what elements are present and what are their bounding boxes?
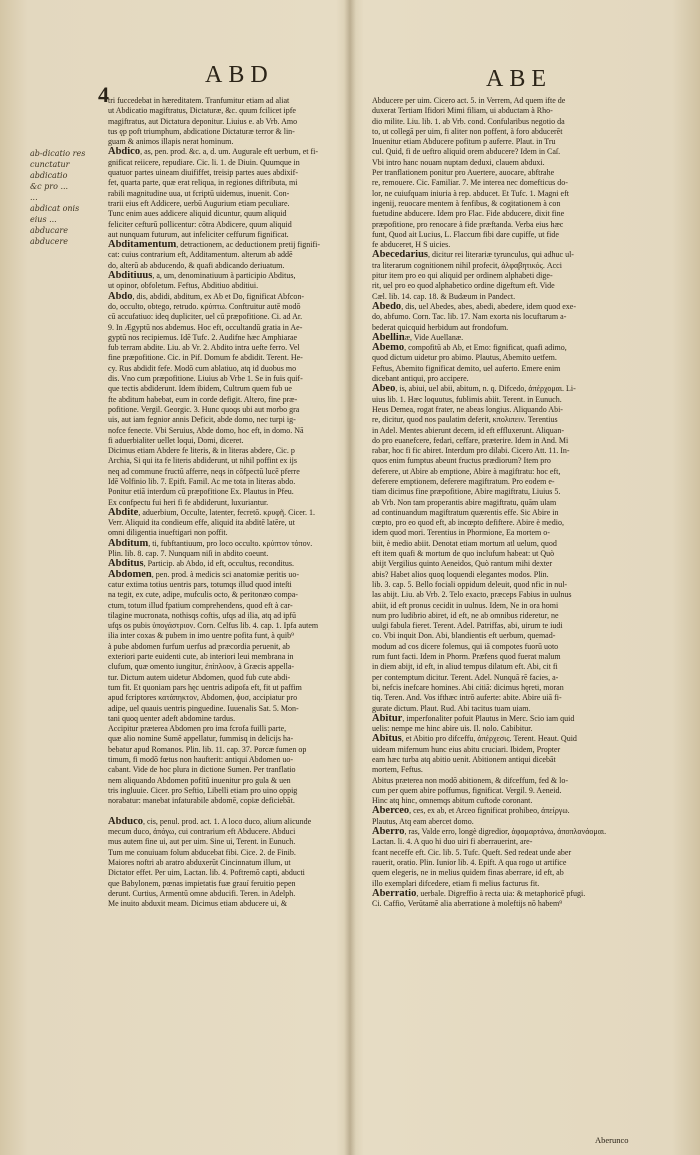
text-line: cabant. Vide de hoc plura in dictione Sumen. Per tranflatio	[108, 765, 296, 775]
text-line: Heus Demea, rogat frater, ne abeas longius. Aliquando Abi-	[372, 404, 563, 414]
text-line: rit, uel pro eo quod alphabetico ordine digeftum eft. Vide	[372, 281, 555, 291]
text-line	[108, 570, 336, 580]
text-line: re, remouere. Cic. Familiar. 7. Me interea nec domefticus do-	[372, 178, 568, 188]
entry-text: , Particip. ab Abdo, id eft, occultus, reconditus.	[143, 559, 295, 569]
entry-text: , pen. prod. à medicis sci anatomiæ peritis uo-	[151, 569, 300, 579]
entry-text: , is, abiui, uel abii, abitum, n. q. Difcedo, ἀπέρχομαι. Li-	[395, 384, 576, 394]
handwritten-margin-notes	[30, 148, 112, 247]
text-line: tum fit. Et quoniam pars hęc uentris adipofa eft, fit ut paffim	[108, 682, 302, 692]
text-line: Ex confpectu fui heri fi fe abdiderunt, luxuriantur.	[108, 497, 269, 507]
text-line: dio milite. Liu. lib. 1. ab Vrb. cond. Confularibus negotio da	[372, 116, 565, 126]
text-line: rabili magnitudine uua, ut fcriptū uidemus, inuenit. Con-	[108, 188, 290, 198]
text-line: Per tranflationem ponitur pro Auertere, auocare, abftrahe	[372, 168, 555, 178]
text-line: Cæl. lib. 14. cap. 18. & Budæum in Pandect.	[372, 291, 516, 301]
text-line: lib. 3. cap. 5. Bello fociali oppidum deleuit, quod nfic in nul-	[372, 579, 568, 589]
text-line	[108, 292, 336, 302]
text-line: eam hæc turba atq abitio uenit. Abitionem antiqui dicebāt	[372, 755, 556, 764]
text-line: Lactan. li. 4. A quo hi duo uiri fi aberrauerint, are-	[372, 837, 533, 847]
entry-text: , uerbale. Digreffio à recta uia: & metaphoricē pfugi.	[416, 888, 586, 898]
text-line: cœpto, pro eo quod eft, ab incœpto defiftere. Abire è medio,	[372, 518, 564, 528]
text-line: Ponitur etiā interdum cū præpofitione Ex. Plautus in Pfeu.	[108, 487, 294, 497]
entry-text: , detractionem, ac deductionem pretij fignifi-	[176, 240, 320, 250]
text-line: cul. Quid, fi de ueftro aliquid orem abducere? Idem in Caſ.	[372, 147, 561, 157]
entry-headword: Abditamentum	[108, 240, 177, 251]
text-line: co. Vbi inquit Don. Abi, blandientis eft uerbum, quemad-	[372, 631, 556, 641]
text-line: do, occulto, obtego, retrudo. κρύπτω. Conftruitur autē modō	[108, 301, 301, 311]
text-line: Ci. Caffio, Verūtamē alia aberratione à moleftijs nō habem⁹	[372, 899, 562, 909]
entry-headword: Abdite	[108, 507, 139, 518]
text-line: Hinc atq hinc, omnemqs abitum cuftode coronant.	[372, 796, 533, 806]
margin-note: abdicatio	[30, 171, 68, 180]
text-line: fuetudine abducere. Idem pro Flac. Fide abducere, dixit fine	[372, 209, 565, 219]
text-line: exteriori parte euidenti cute, ab interiori leui membrana in	[108, 652, 294, 662]
text-line: fe abduceret, H S uicies.	[372, 240, 451, 250]
text-line: Abducere per uim. Cicero act. 5. in Verrem, Ad quem ifte de	[372, 96, 566, 105]
text-line: apud fcriptores κατάπηκτον, Abdomen, ϕυσ, accipiatur pro	[108, 693, 298, 703]
entry-headword: Abitur	[372, 713, 403, 724]
margin-note: ...	[30, 193, 38, 202]
entry-headword: Abemo	[372, 343, 405, 354]
entry-headword: Abellin	[372, 332, 405, 343]
text-line: ut opinor, obfoletum. Feftus, Abditiuo abditiui.	[108, 281, 259, 291]
text-line: dis. Vno cum præpofitione. Liuius ab Vrbe 1. Se in fuis quif-	[108, 374, 303, 384]
text-line: nofce fenecte. Vbi Seruius, Abde domo, hoc eft, in domo. Nā	[108, 425, 304, 435]
text-line: timum, fi modō fœtus non haufterit: antiqui Abdomen uo-	[108, 755, 294, 764]
entry-text: , ti, fubftantiuum, pro loco occulto. κρύπτον τόπον.	[148, 538, 313, 548]
text-line: uideam mifernum hunc eius abitu cruciari. Ibidem, Propter	[372, 744, 561, 754]
margin-note: &c pro ...	[30, 182, 69, 191]
margin-note: abducare	[30, 226, 68, 235]
text-line: tani quoq uenter adeft abdomine tardus.	[108, 713, 236, 723]
entry-headword: Abduco	[108, 816, 144, 827]
entry-text: , imperfonaliter pofuit Plautus in Merc. Scio iam quid	[402, 713, 575, 723]
text-line: cy. Rus abdidit fefe. Modō cum ablatiuo, atq id duobus mo	[108, 363, 297, 373]
text-line: neq ad commune fructū afferre, neqs in cōfpectū lucē pferre	[108, 466, 300, 476]
text-line: fub terram abdite. Liu. ab Vr. 2. Abdito intra uefte ferro. Vel	[108, 343, 300, 353]
text-line: omni diligentia inueftigari non poffit.	[108, 528, 228, 538]
entry-text: æ, Vide Auellanæ.	[404, 332, 464, 342]
text-line: tiam dicimus fine præpofitione, Abire magiftratu, Liuius 5.	[372, 487, 561, 497]
text-line: Vbi intro hanc nouam nuptam deduxi, clauem abduxi.	[372, 157, 545, 167]
text-line: funt, Quod ait Lucius, L. Flaccum fibi dare cupiffe, ut fide	[372, 229, 559, 239]
text-line: que tectis abdiderunt. Idem ibidem, Cultrum quem fub ue	[108, 384, 292, 394]
entry-text: , aduerbium, Occulte, latenter, fecretō. κρυφῆ. Cicer. 1.	[138, 507, 315, 517]
text-line: Tum me conuiuam folum abducebat fibi. Cice. 2. de Finib.	[108, 847, 296, 857]
text-line: rum funt facti. Idem in Phorm. Præfens quod fuerat malum	[372, 652, 561, 662]
entry-headword: Abdo	[108, 291, 133, 302]
text-line: las abijt. Liu. ab Vrb. 2. Telo exacto, præceps Fabius in uulnus	[372, 590, 572, 600]
text-line: uelis: nempe me hinc abire uis. Il. nolo. Cabibitur.	[372, 724, 533, 734]
text-line: lor, ne cuiufquam iniuria à rep. abducet. Et Tufc. 1. Magni eft	[372, 188, 569, 198]
text-line: norabatur: manebat infaturabile abdomē, copiæ deficiebāt.	[108, 796, 295, 806]
margin-note: cunctatur	[30, 160, 70, 169]
text-line: Verr. Aliquid ita condieum effe, aliquid ita abditē latēre, ut	[108, 518, 295, 528]
text-line: feliciter cefturū pollicentur: cōtra Abdicere, quum aliquid	[108, 219, 292, 229]
text-line	[108, 147, 336, 157]
text-line: fet, quarta parte, quæ erat reliqua, in regiones diftributa, mi	[108, 178, 298, 188]
text-line: Me inuito abduxit meam. Dicimus etiam abducere ui, &	[108, 899, 288, 909]
entry-text: , dis, abdidi, abditum, ex Ab et Do, fignificat Abfcon-	[132, 291, 305, 301]
text-line: quos enim fumptus abeunt fructus prædiorum? Item pro	[372, 456, 551, 466]
text-line: abis? Habet alios quoq loquendi elegantes modos. Plin.	[372, 569, 549, 579]
text-line: deferere emptionem, deferere magiftratum. Pro eodem e-	[372, 476, 555, 486]
text-line: per contemptum dicitur. Terent. Adel. Nunquā rē facies, a-	[372, 672, 559, 682]
text-line: in Adel. Mentes abierunt decem, id eft effluxerunt. Aliquan-	[372, 425, 565, 435]
text-line: tris ingluuie. Cicer. pro Seftio, Libelli etiam pro uino oppig	[108, 785, 298, 795]
right-text-column	[372, 96, 652, 909]
text-line	[108, 817, 336, 827]
text-line: cat: cuius contrarium eft, Additamentum. alterum ab addē	[108, 250, 293, 260]
text-line: Dicimus etiam Abdere fe literis, & in literas abdere, Cic. p	[108, 446, 295, 456]
text-line: ad continuandum magiftratum quærentis effe. Sic Abire in	[372, 507, 559, 517]
entry-text: , dis, uel Abedes, abes, abedi, abedere, idem quod exe-	[401, 301, 577, 311]
text-line	[108, 508, 336, 518]
text-line: 9. In Ægyptū nos abdemus. Hoc eft, occultandū gratia in Ae-	[108, 322, 303, 332]
text-line: uius lib. 1. Hæc loquutus, fublimis abiit. Terent. in Eunuch.	[372, 394, 562, 404]
text-line: rabar, hoc fi fic abiret. Interdum pro dilabi. Cicero Att. 11. In-	[372, 446, 570, 456]
text-line: biit, è medio abiit. Denotat etiam mortum atl uelum, quod	[372, 538, 557, 548]
text-line: fte abditum habebat, eum in corde defigit. Altero, fine præ-	[108, 394, 298, 404]
entry-headword: Abdomen	[108, 569, 152, 580]
text-line: Inuenitur etiam Abducere pofitum p auferre. Plaut. in Tru	[372, 137, 556, 147]
text-line: to, ut collegā per uim, fi aliter non poffent, à foro abducerēt	[372, 126, 563, 136]
entry-headword: Abecedarius	[372, 250, 428, 261]
page-number: 4	[98, 82, 109, 107]
left-column-heading: ABD	[205, 62, 274, 88]
text-line: Plin. lib. 8. cap. 7. Nunquam niſi in abdito coeunt.	[108, 549, 269, 559]
text-line: fi aduerbialiter uellet loqui, Domi, diceret.	[108, 435, 244, 445]
text-line: duxerat Tertiam Ifidori Mimi filiam, ui abductam à Rho-	[372, 106, 553, 116]
text-line: quæ alio nomine Sumē appellatur, fummisq in delicijs ha-	[108, 734, 294, 744]
text-line: Maiores noftri ab aratro abduxerūt Cincinnatum illum, ut	[108, 857, 291, 867]
entry-text: , a, um, denominatiuum à participio Abditus,	[152, 271, 296, 281]
text-line: cum per quem abire poffumus, fignificat. Vergil. 9. Aeneid.	[372, 785, 562, 795]
text-line: aut nunquam futurum, aut infeliciter ceffurum fignificat.	[108, 229, 289, 239]
text-line: tra literarum cognitionem nihil profecit, ἀλφαβητικός. Acci	[372, 260, 562, 270]
text-line: abijt Vergilius quinto Aeneidos, Quò rantum mihi dexter	[372, 559, 553, 569]
text-line: fine præpofitione. Cic. in Pif. Domum fe abdidit. Terent. He-	[108, 353, 303, 363]
text-line: Archia, Si qui ita fe literis abdiderunt, ut nihil poffint ex ijs	[108, 456, 297, 466]
text-line	[372, 714, 652, 724]
text-line: eft item quafi & mortum de quo inclufum habeat: ut Quò	[372, 549, 555, 559]
text-line	[372, 806, 652, 816]
text-line	[108, 806, 336, 816]
left-text-column	[108, 96, 336, 909]
text-line: Abitus præterea non modō abitionem, & difceffum, fed & lo-	[372, 775, 569, 785]
text-line: in diem abijt, id eft, in aliud tempus dilatum eft. Abi, cit fi	[372, 662, 558, 672]
text-line	[372, 384, 652, 394]
text-line: pofitione. Vergil. Georgic. 3. Hunc quoqs ubi aut morbo gra	[108, 404, 300, 414]
text-line: gnificat reiicere, repudiare. Cic. li. 1. de Diuin. Quumque in	[108, 157, 300, 167]
text-line: tiq. Teren. And. Vos ifthæc intrō auferte: abite. Abire uiā fi-	[372, 693, 562, 703]
text-line: catur extima totius uentris pars, totumqs illud quod inteſti	[108, 579, 292, 589]
right-column-heading: ABE	[486, 66, 552, 92]
text-line: ut Abdicatio magiftratus, Dictaturæ, &c. quum fcilicet ipfe	[108, 106, 296, 116]
text-line: clufum, quæ omento iungitur, ἐπίπλοον, à Græcis appella-	[108, 662, 295, 672]
entry-headword: Abdico	[108, 147, 141, 158]
text-line: ab Vrb. Non tam properantis abire magiftratu, quām ulam	[372, 497, 557, 507]
text-line: do, alterū ab abducendo, & quafi abdicando deriuatum.	[108, 260, 285, 270]
margin-note: abducere	[30, 237, 68, 246]
text-line: ufqs os pubis ὑπογάστριον. Corn. Celfus lib. 4. cap. 1. Ipfa autem	[108, 621, 319, 631]
text-line: gurate dictum. Plaut. Rud. Abi tacitus tuam uiam.	[372, 703, 531, 713]
text-line: que Babylonem, pœnas impietatis fuæ grauí feruitio pepen	[108, 878, 296, 888]
text-line: mortem, Feftus.	[372, 765, 423, 775]
entry-text: , ces, ex ab, et Arceo fignificat prohibeo, ἀπείργω.	[409, 806, 570, 816]
text-line: bebatur apud Romanos. Plin. lib. 11. cap. 37. Porcæ fumen op	[108, 744, 307, 754]
text-line: dicebant antiqui, pro accipere.	[372, 374, 469, 384]
text-line: na tegit, ex cute, adipe, mufculis octo, & peritonæo compa-	[108, 590, 298, 600]
text-line: trarii eius eft Addicere, uerbū Augurium etiam peculiare.	[108, 198, 290, 208]
text-line: Feftus, Abemito fignificat demito, uel auferto. Emere enim	[372, 363, 561, 373]
entry-text: , cis, penul. prod. act. 1. A loco duco, alium alicunde	[143, 816, 312, 826]
entry-headword: Aberceo	[372, 806, 410, 817]
text-line	[372, 343, 652, 353]
text-line: num pro ludibrio abiret, id eft, ne ab omnibus rideretur, ne	[372, 610, 559, 620]
text-line	[108, 559, 336, 569]
text-line: quatuor partes uineam diuififfet, treisip partes aues abdixif-	[108, 168, 299, 178]
text-line: deferere, ut Abire ab emptione, Abire à magiftratu: hoc eft,	[372, 466, 561, 476]
entry-headword: Abeo	[372, 384, 396, 395]
text-line: magiftratus, aut Dictatura deponitur. Liuius e. ab Vrb. Amo	[108, 116, 298, 126]
text-line: Accipitur præterea Abdomen pro ima fcrofa fuilli parte,	[108, 724, 287, 734]
text-line: fcant neceffe eft. Cic. lib. 5. Tufc. Queft. Sed redeat unde aber	[372, 847, 572, 857]
margin-note: abdicat onis	[30, 204, 80, 213]
text-line: uulgi fabula fieret. Terent. Adel. Patriffas, abi, uirum te iudi	[372, 621, 563, 631]
text-line: tur. Dictum autem uidetur Abdomen, quod fub cute abdi-	[108, 672, 291, 682]
text-line	[372, 734, 652, 744]
text-line: præpofitione, pro renocare à fide præftanda. Verba eius hæc	[372, 219, 564, 229]
text-line: Idē Volfinio lib. 7. Epift. Famil. Ac me tota in literas abdo.	[108, 476, 296, 486]
text-line: pitur item pro eo qui aliquid per ordinem alphabeti dige-	[372, 271, 553, 281]
text-line: bederat quicquid herbidum aut frondofum.	[372, 322, 509, 332]
text-line: adipe, uel quauis uentris pinguedine. Iuuenalis Sat. 5. Mon-	[108, 703, 299, 713]
entry-text: , ras, Valde erro, longè digredior, ἀφαμαρτάνω, ἀποπλανάομαι.	[404, 827, 607, 837]
text-line: do, abfumo. Corn. Tac. lib. 17. Nam exorta nis locuftarum a-	[372, 312, 567, 322]
entry-text: , compofitū ab Ab, et Emo: fignificat, quafi adimo,	[404, 343, 567, 353]
text-line: tilagine mucronata, nothisqs coftis, ufqs ad ilia, atq ad ipfū	[108, 610, 296, 620]
text-line: modum ad cos dicere folemus, qui iā compotes fuorū uoto	[372, 641, 559, 651]
text-line	[372, 302, 652, 312]
entry-headword: Abedo	[372, 301, 402, 312]
text-line: nem aliquando Abdomen pofitū inuenitur pro gula & uen	[108, 775, 291, 785]
entry-headword: Aberro	[372, 827, 405, 838]
catchword: Aberunco	[595, 1135, 629, 1145]
text-line: idem quod mori. Terentius in Phormione, Ea mortem o-	[372, 528, 550, 538]
text-line: derunt. Curtius, Armentū omne abducifi. Teren. in Adelph.	[108, 888, 296, 898]
text-line: guam & animos illapis nerat hominum.	[108, 137, 234, 147]
text-line	[372, 250, 652, 260]
text-line: abiit, id eft pronus cecidit in uulnus. Idem, Ne in ora homi	[372, 600, 559, 610]
text-line	[108, 539, 336, 549]
entry-text: , et Abitio pro difceffu, ἀπέρχεσις. Terent. Heaut. Quid	[401, 734, 577, 744]
text-line: mus autem fine ui, aut per uim. Sine ui, Terent. in Eunuch.	[108, 837, 296, 847]
text-line: ctum, totum illud fpatium comprehendens, quod eft à car-	[108, 600, 293, 610]
text-line: Tunc enim aues addicere aliquid dicuntur, quum aliquid	[108, 209, 287, 219]
text-line: do pro euanefcere, fedari, ceffare, præterire. Idem in And. Mi	[372, 435, 569, 445]
text-line	[108, 240, 336, 250]
page-gutter	[344, 0, 356, 1155]
entry-text: , dicitur rei literariæ tyrunculus, qui adhuc ul-	[428, 250, 574, 260]
text-line: quod dictum uidetur pro abimo. Plautus, Abemito uetfem.	[372, 353, 557, 363]
text-line: re, dicitur, quod nos paulatim deferit, κπολιπειν. Terentius	[372, 415, 558, 425]
text-line	[372, 827, 652, 837]
text-line	[372, 889, 652, 899]
text-line: à pube abdomen furfum uerfus ad præcordia peruenit, ab	[108, 641, 290, 651]
text-line: Plautus, Atq eam abercet domo.	[372, 816, 474, 826]
margin-note: eius ...	[30, 215, 57, 224]
entry-headword: Abditiuus	[108, 271, 153, 282]
margin-note: ab-dicatio res	[30, 149, 86, 158]
text-line: mecum duco, ἀπάγω, cui contrarium eft Abducere. Abduci	[108, 827, 296, 837]
text-line: illo exemplari difcedere, etiam fi melius facturus fit.	[372, 878, 540, 888]
text-line: bi, nefcis inefcare homines. Abi citiā: dicimus hęreti, moran	[372, 682, 564, 692]
entry-text: , as, pen. prod. &c. a, d. um. Augurale eft uerbum, et fi-	[140, 147, 319, 157]
text-line: ingenij, reuocare mentem à fenfibus, & cogitationem à con	[372, 198, 561, 208]
entry-headword: Abitus	[372, 734, 402, 745]
text-line: Dictator effet. Per uim, Lactan. lib. 4. Poftremō capti, abducti	[108, 868, 305, 878]
text-line: tus ęp poft triumphum, abdicatione Dictaturæ terror & lin-	[108, 126, 295, 136]
text-line: quem elegeris, ne in melius quidem finas aberrare, id eft, ab	[372, 868, 564, 878]
entry-headword: Abditum	[108, 538, 149, 549]
text-line: ilia inter coxas & pubem in imo uentre pofita funt, à quib⁹	[108, 631, 294, 641]
text-line: cū accufatiuo: ideq dupliciter, uel cū præpofitione. Ci. ad Ar.	[108, 312, 303, 322]
text-line: uis, aut iam fegnior annis Deficit, abde domo, nec turpi ig-	[108, 415, 296, 425]
text-line: gyptū nos recipiemus. Idē Tufc. 2. Audifne hæc Amphiarae	[108, 332, 298, 342]
text-line: tri fuccedebat in hæreditatem. Tranfumitur etiam ad aliat	[108, 96, 290, 105]
text-line: rauerit, oratio. Plin. Iunior lib. 4. Epift. A qua rogo ut artifice	[372, 857, 567, 867]
entry-headword: Abditus	[108, 559, 144, 570]
text-line	[372, 333, 652, 343]
text-line	[108, 271, 336, 281]
entry-headword: Aberratio	[372, 888, 417, 899]
